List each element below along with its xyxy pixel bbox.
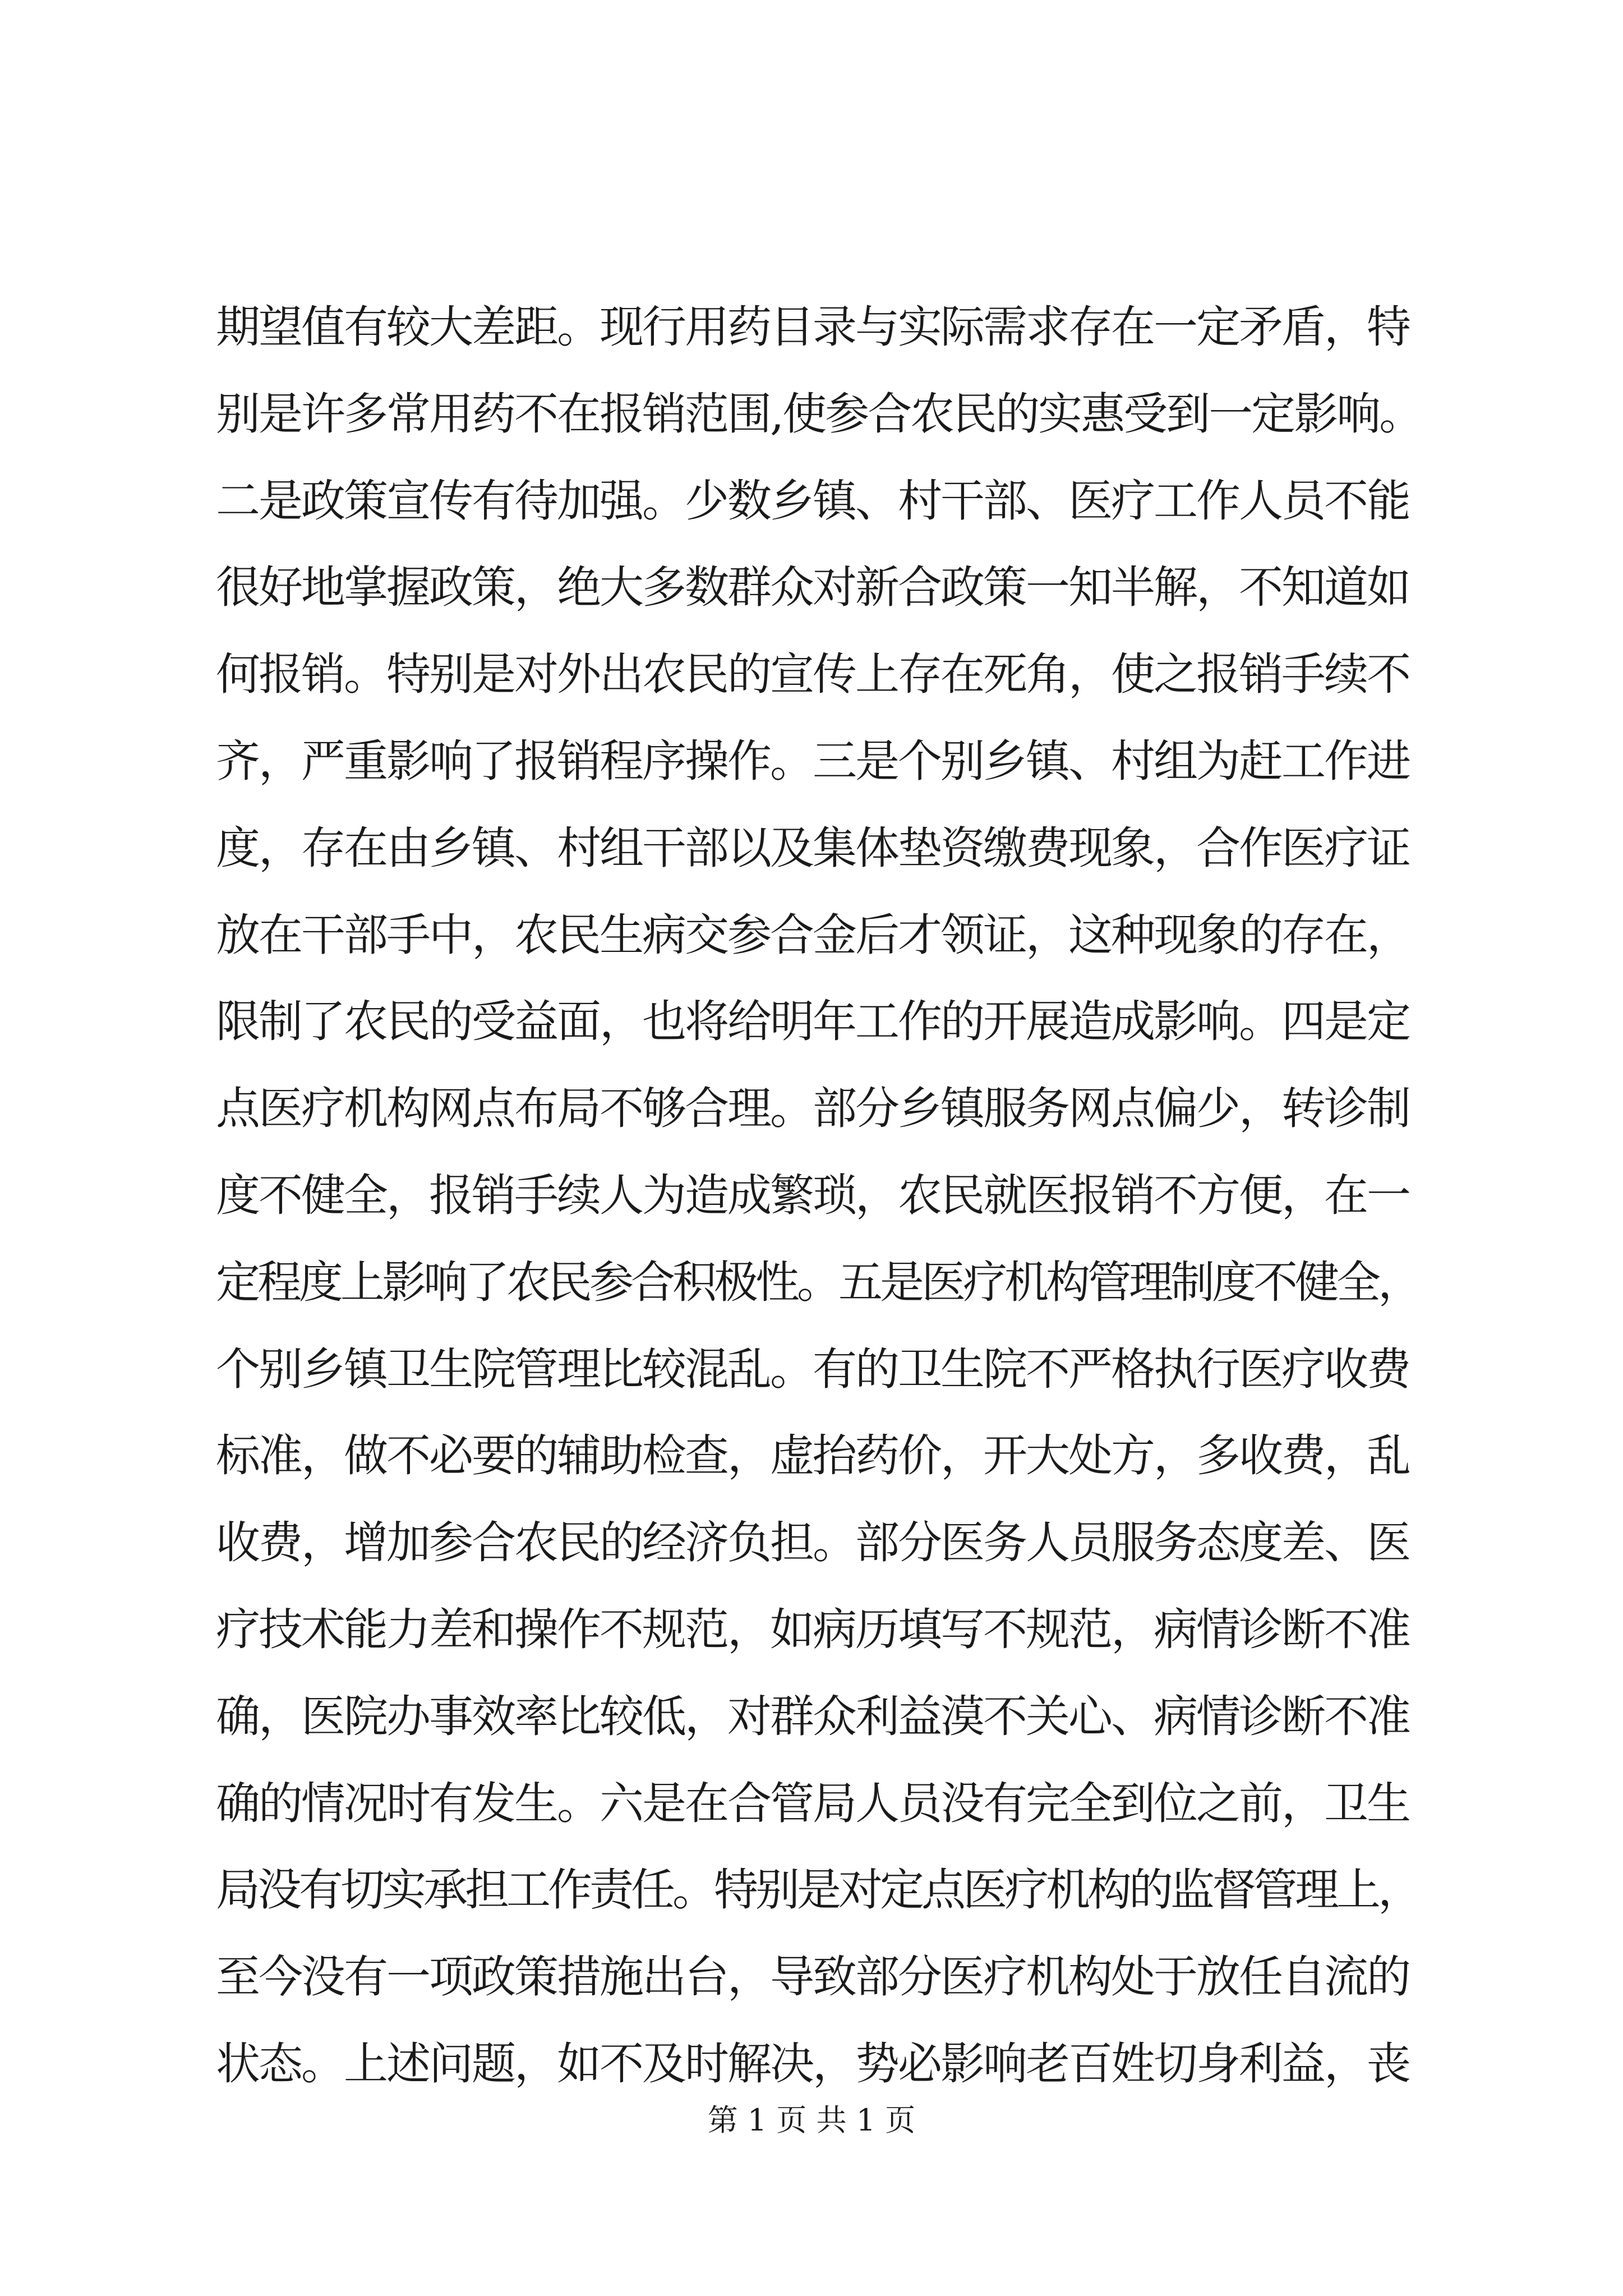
text-line: 期望值有较大差距。现行用药目录与实际需求存在一定矛盾，特 [216, 301, 1409, 353]
text-line: 限制了农民的受益面，也将给明年工作的开展造成影响。四是定 [216, 996, 1409, 1048]
text-line: 状态。上述问题，如不及时解决，势必影响老百姓切身利益，丧 [216, 2037, 1409, 2090]
text-line: 度不健全，报销手续人为造成繁琐，农民就医报销不方便，在一 [216, 1169, 1409, 1221]
page-footer [0, 2101, 1623, 2140]
text-line: 度，存在由乡镇、村组干部以及集体垫资缴费现象，合作医疗证 [216, 822, 1409, 874]
page-number: 第 1 页 共 1 页 [707, 2102, 916, 2138]
text-line: 定程度上影响了农民参合积极性。五是医疗机构管理制度不健全， [216, 1256, 1419, 1308]
text-line: 确，医院办事效率比较低，对群众利益漠不关心、病情诊断不准 [216, 1690, 1409, 1742]
text-line: 标准，做不必要的辅助检查，虚抬药价，开大处方，多收费，乱 [216, 1430, 1409, 1482]
text-line: 点医疗机构网点布局不够合理。部分乡镇服务网点偏少，转诊制 [216, 1083, 1409, 1135]
text-line: 收费，增加参合农民的经济负担。部分医务人员服务态度差、医 [216, 1517, 1409, 1569]
text-line: 很好地掌握政策，绝大多数群众对新合政策一知半解，不知道如 [216, 562, 1409, 614]
text-line: 确的情况时有发生。六是在合管局人员没有完全到位之前，卫生 [216, 1777, 1409, 1829]
text-line: 疗技术能力差和操作不规范，如病历填写不规范，病情诊断不准 [216, 1603, 1409, 1655]
body-text [216, 296, 1422, 2120]
text-line: 至今没有一项政策措施出台，导致部分医疗机构处于放任自流的 [216, 1951, 1409, 2003]
text-line: 齐，严重影响了报销程序操作。三是个别乡镇、村组为赶工作进 [216, 735, 1409, 787]
text-line: 个别乡镇卫生院管理比较混乱。有的卫生院不严格执行医疗收费 [216, 1343, 1409, 1395]
text-line: 放在干部手中，农民生病交参合金后才领证，这种现象的存在， [216, 909, 1409, 961]
text-line: 别是许多常用药不在报销范围,使参合农民的实惠受到一定影响。 [216, 388, 1422, 440]
text-line: 局没有切实承担工作责任。特别是对定点医疗机构的监督管理上， [216, 1864, 1419, 1916]
text-line: 二是政策宣传有待加强。少数乡镇、村干部、医疗工作人员不能 [216, 475, 1409, 527]
text-line: 何报销。特别是对外出农民的宣传上存在死角，使之报销手续不 [216, 648, 1409, 701]
